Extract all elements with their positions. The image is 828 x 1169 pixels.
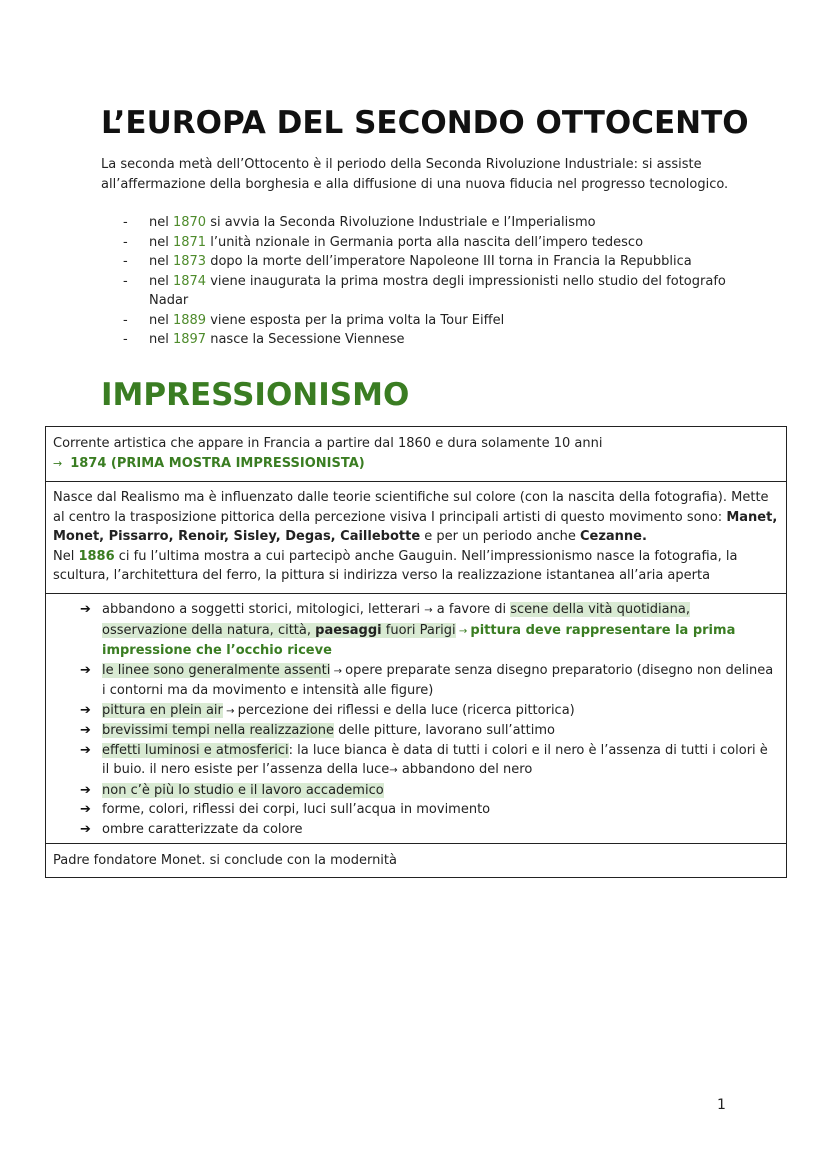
page-title: L’EUROPA DEL SECONDO OTTOCENTO bbox=[101, 105, 749, 141]
list-item: ➔ effetti luminosi e atmosferici: la luce bianca è data di tutti i colori e il nero è l’assenza di tutti i colori è il buio. il nero esiste per l’assenza della luce→ abbandono del nero bbox=[80, 742, 768, 777]
section-title: IMPRESSIONISMO bbox=[101, 377, 410, 413]
list-item: ➔ forme, colori, riflessi dei corpi, luci sull’acqua in movimento bbox=[53, 800, 779, 820]
intro-paragraph: La seconda metà dell’Ottocento è il periodo della Seconda Rivoluzione Industriale: si assiste all’affermazione della borghesia e alla diffusione di una nuova fiducia nel progresso tecnologico. bbox=[101, 157, 729, 192]
arrow-icon: ➔ bbox=[80, 702, 91, 718]
list-item: ➔ non c’è più lo studio e il lavoro accademico bbox=[53, 781, 779, 801]
list-item: - nel 1889 viene esposta per la prima volta la Tour Eiffel bbox=[123, 312, 505, 328]
list-item: - nel 1874 viene inaugurata la prima mostra degli impressionisti nello studio del fotografo Nadar bbox=[123, 273, 726, 308]
arrow-icon: → bbox=[53, 456, 63, 470]
content-table bbox=[45, 426, 787, 878]
table-cell-origin: Corrente artistica che appare in Francia a partire dal 1860 e dura solamente 10 anni → 1874 (PRIMA MOSTRA IMPRESSIONISTA) bbox=[46, 427, 786, 482]
list-item: ➔ ombre caratterizzate da colore bbox=[53, 820, 779, 840]
year: 1874 bbox=[172, 273, 207, 289]
list-item: ➔ le linee sono generalmente assenti → opere preparate senza disegno preparatorio (disegno non delinea i contorni ma da movimento e intensità alle figure) bbox=[80, 662, 774, 698]
list-item: - nel 1873 dopo la morte dell’imperatore Napoleone III torna in Francia la Repubblica bbox=[123, 254, 692, 269]
arrow-icon: ➔ bbox=[80, 821, 91, 837]
year: 1871 bbox=[172, 234, 207, 250]
arrow-icon: ➔ bbox=[80, 802, 91, 817]
table-cell-characteristics bbox=[46, 594, 786, 844]
page-number: 1 bbox=[717, 1097, 726, 1113]
arrow-icon: ➔ bbox=[80, 723, 91, 738]
list-item: - nel 1871 l’unità nzionale in Germania porta alla nascita dell’impero tedesco bbox=[123, 234, 644, 250]
list-item: ➔ pittura en plein air → percezione dei riflessi e della luce (ricerca pittorica) bbox=[53, 701, 779, 722]
year: 1870 bbox=[172, 215, 207, 230]
list-item: ➔ brevissimi tempi nella realizzazione delle pitture, lavorano sull’attimo bbox=[53, 721, 779, 741]
arrow-icon: ➔ bbox=[80, 742, 91, 758]
list-item: - nel 1897 nasce la Secessione Viennese bbox=[123, 332, 405, 347]
arrow-icon: ➔ bbox=[80, 662, 91, 678]
arrow-icon: ➔ bbox=[80, 602, 91, 617]
year: 1897 bbox=[172, 332, 207, 347]
characteristics-list bbox=[53, 600, 779, 839]
table-cell-conclusion: Padre fondatore Monet. si conclude con la modernità bbox=[53, 853, 397, 868]
list-item: - nel 1870 si avvia la Seconda Rivoluzione Industriale e l’Imperialismo bbox=[123, 215, 596, 230]
year: 1873 bbox=[172, 254, 207, 269]
timeline-list bbox=[119, 213, 759, 350]
table-cell-description: Nasce dal Realismo ma è influenzato dalle teorie scientifiche sul colore (con la nascita della fotografia). Mette al centro la trasposizione pittorica della percezione visiva I principali artisti di questo movimento sono: Manet, Monet, Pissarro, Renoir, Sisley, Degas, Caillebotte e per un periodo anche Cezanne. Nel 1886 ci fu l’ultima mostra a cui partecipò anche Gauguin. Nell’impressionismo nasce la fotografia, la scultura, l’architettura del ferro, la pittura si indirizza verso la realizzazione istantanea all’aria aperta bbox=[46, 482, 786, 594]
year: 1889 bbox=[172, 312, 207, 328]
list-item: ➔ abbandono a soggetti storici, mitologici, letterari → a favore di scene della vità quotidiana, osservazione della natura, città, paesaggi fuori Parigi → pittura deve rappresentare la prima impressione che l’occhio riceve bbox=[80, 602, 736, 658]
arrow-icon: ➔ bbox=[80, 782, 91, 798]
